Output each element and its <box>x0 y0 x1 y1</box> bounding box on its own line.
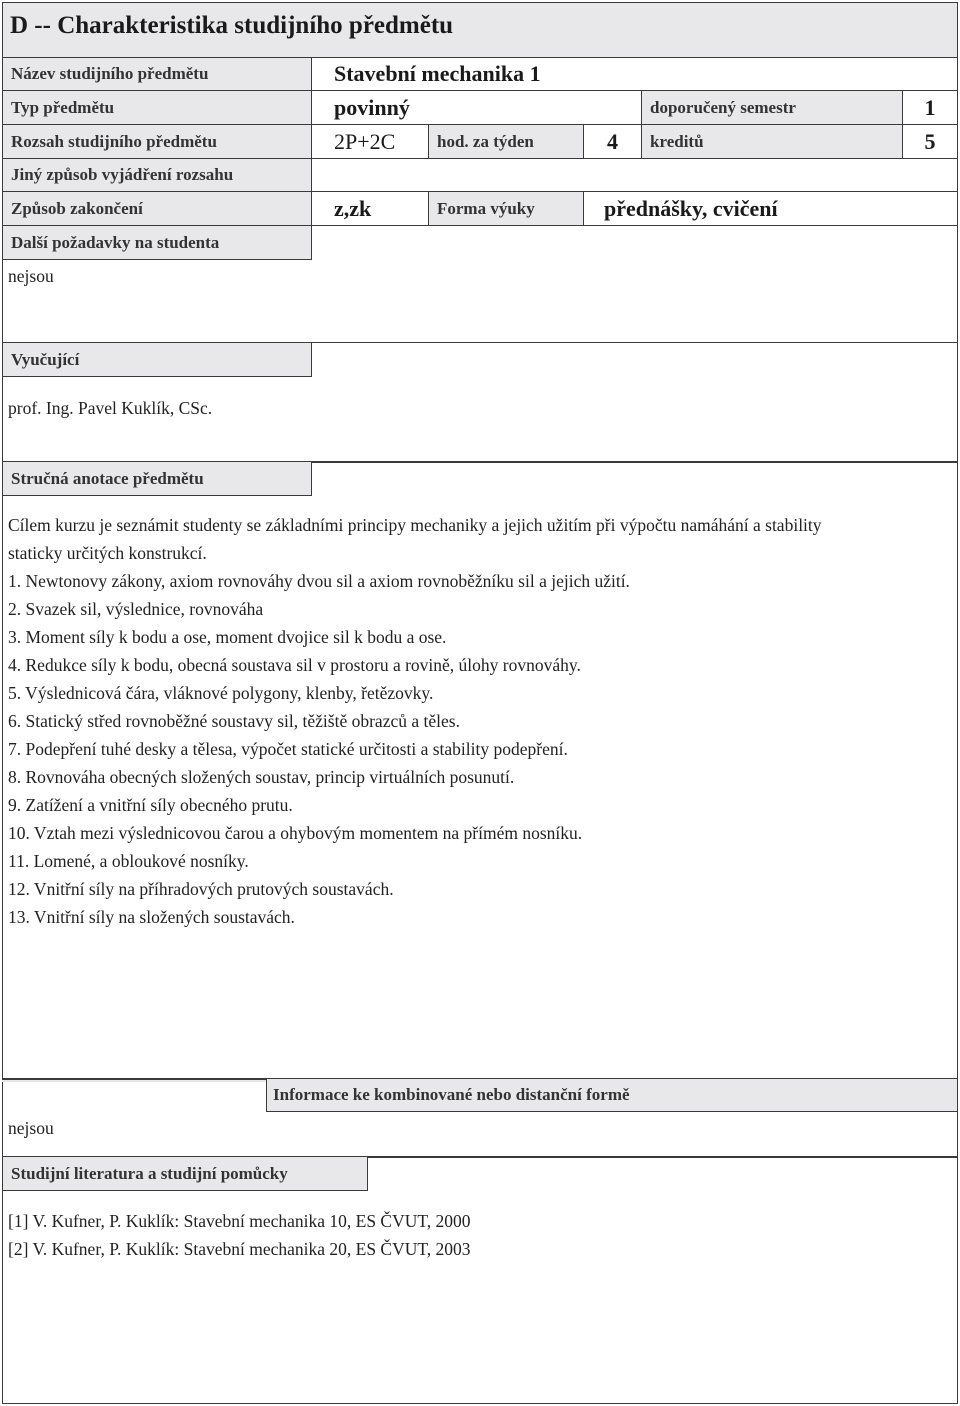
annotation-intro-2: staticky určitých konstrukcí. <box>8 543 207 563</box>
teachers-value: prof. Ing. Pavel Kuklík, CSc. <box>8 398 213 418</box>
annotation-intro-1: Cílem kurzu je seznámit studenty se základními principy mechaniky a jejich užitím při výpočtu namáhání a stability <box>8 515 822 535</box>
literature-item-1: [1] V. Kufner, P. Kuklík: Stavební mechanika 10, ES ČVUT, 2000 <box>8 1211 471 1231</box>
literature-label: Studijní literatura a studijní pomůcky <box>2 1156 368 1191</box>
semester-label: doporučený semestr <box>641 90 903 125</box>
type-value: povinný <box>311 90 642 125</box>
type-label: Typ předmětu <box>2 90 312 125</box>
hours-value: 4 <box>583 124 642 159</box>
literature-item-2: [2] V. Kufner, P. Kuklík: Stavební mechanika 20, ES ČVUT, 2003 <box>8 1239 471 1259</box>
requirements-value: nejsou <box>8 266 54 286</box>
scope-value: 2P+2C <box>311 124 429 159</box>
list-item: 12. Vnitřní síly na příhradových prutových soustavách. <box>8 879 394 899</box>
list-item: 8. Rovnováha obecných složených soustav, princip virtuálních posunutí. <box>8 767 515 787</box>
semester-value: 1 <box>902 90 958 125</box>
form-label: Forma výuky <box>428 191 584 226</box>
list-item: 9. Zatížení a vnitřní síly obecného prutu. <box>8 795 293 815</box>
annotation-label: Stručná anotace předmětu <box>2 461 312 496</box>
requirements-label: Další požadavky na studenta <box>2 225 312 260</box>
list-item: 2. Svazek sil, výslednice, rovnováha <box>8 599 264 619</box>
distance-value: nejsou <box>8 1118 54 1138</box>
form-value: přednášky, cvičení <box>583 191 958 226</box>
list-item: 7. Podepření tuhé desky a tělesa, výpočet statické určitosti a stability podepření. <box>8 739 568 759</box>
page-title: D -- Charakteristika studijního předmětu <box>10 12 454 39</box>
other-scope-label: Jiný způsob vyjádření rozsahu <box>2 158 312 192</box>
annotation-list <box>8 567 948 931</box>
name-label: Název studijního předmětu <box>2 57 312 91</box>
list-item: 4. Redukce síly k bodu, obecná soustava sil v prostoru a rovině, úlohy rovnováhy. <box>8 655 581 675</box>
list-item: 13. Vnitřní síly na složených soustavách. <box>8 907 295 927</box>
requirements-box <box>2 225 958 343</box>
distance-label: Informace ke kombinované nebo distanční formě <box>266 1078 958 1112</box>
list-item: 3. Moment síly k bodu a ose, moment dvojice sil k bodu a ose. <box>8 627 447 647</box>
teachers-label: Vyučující <box>2 342 312 377</box>
hours-label: hod. za týden <box>428 124 584 159</box>
credits-label: kreditů <box>641 124 903 159</box>
completion-label: Způsob zakončení <box>2 191 312 226</box>
list-item: 1. Newtonovy zákony, axiom rovnováhy dvou sil a axiom rovnoběžníku sil a jejich užití. <box>8 571 630 591</box>
list-item: 11. Lomené, a obloukové nosníky. <box>8 851 249 871</box>
list-item: 10. Vztah mezi výslednicovou čarou a ohybovým momentem na přímém nosníku. <box>8 823 583 843</box>
scope-label: Rozsah studijního předmětu <box>2 124 312 159</box>
other-scope-value <box>311 158 958 192</box>
name-value: Stavební mechanika 1 <box>311 57 958 91</box>
list-item: 5. Výslednicová čára, vláknové polygony, klenby, řetězovky. <box>8 683 434 703</box>
list-item: 6. Statický střed rovnoběžné soustavy sil, těžiště obrazců a těles. <box>8 711 460 731</box>
completion-value: z,zk <box>311 191 429 226</box>
credits-value: 5 <box>902 124 958 159</box>
